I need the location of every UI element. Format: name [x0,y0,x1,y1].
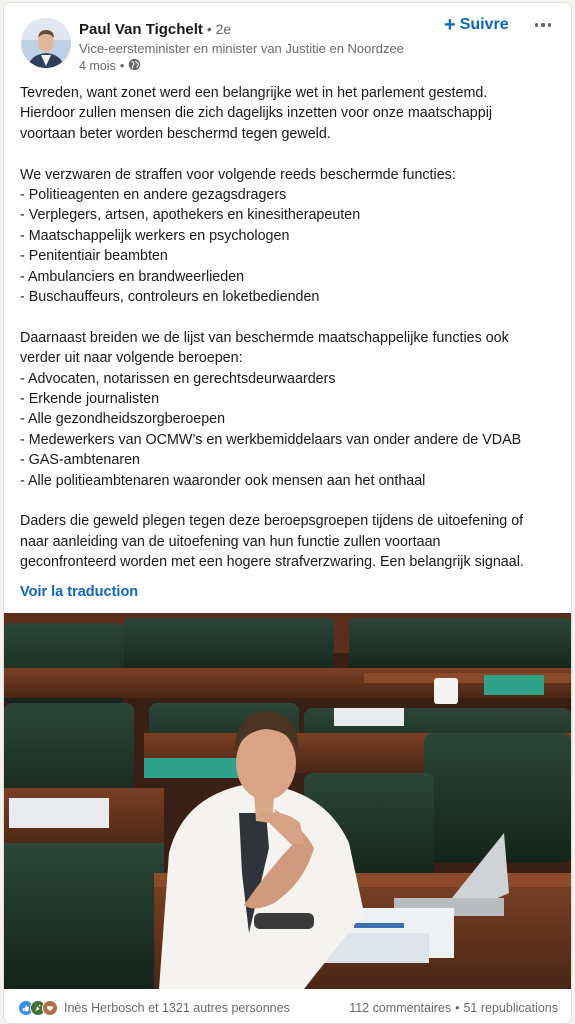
post-card [3,2,572,1024]
engagement-counts [349,1001,558,1015]
follow-label: Suivre [459,16,509,33]
author-name[interactable] [79,21,231,38]
reactions-text[interactable]: Inès Herbosch et 1321 autres personnes [64,1001,290,1015]
post-line: - Erkende journalisten [20,391,160,408]
post-line: Hierdoor zullen mensen die zich dagelijks inzetten voor onze maatschappij [20,105,493,122]
post-time: 4 mois [79,59,116,73]
more-options-button[interactable] [532,15,554,35]
post-line: - Verplegers, artsen, apothekers en kinesitherapeuten [20,207,361,224]
globe-icon [128,58,141,74]
counts-separator: • [455,1001,460,1015]
post-line: - Alle politieambtenaren waaronder ook mensen aan het onthaal [20,472,426,489]
more-dot [535,23,538,26]
post-line: - Buschauffeurs, controleurs en loketbedienden [20,289,320,306]
reposts-count[interactable]: 51 republications [463,1001,558,1015]
post-line: voortaan beter worden beschermd tegen geweld. [20,125,331,142]
post-line: - Ambulanciers en brandweerlieden [20,268,245,285]
post-text [20,83,560,573]
follow-button[interactable] [444,16,509,34]
post-line: geconfronteerd worden met een hogere strafverzwaring. Een belangrijk signaal. [20,554,524,571]
post-line: Tevreden, want zonet werd een belangrijke wet in het parlement gestemd. [20,85,488,101]
author-name-text[interactable]: Paul Van Tigchelt [79,21,203,38]
see-translation-link[interactable]: Voir la traduction [20,584,139,600]
author-headline: Vice-eersteminister en minister van Justitie en Noordzee [79,41,404,56]
post-line: naar aanleiding van de uitoefening van hun functie zullen voortaan [20,533,441,550]
meta-separator: • [119,59,125,73]
comments-count[interactable]: 112 commentaires [349,1001,452,1015]
post-line: verder uit naar volgende beroepen: [20,350,243,367]
social-counts [18,1000,558,1016]
more-dot [548,23,551,26]
reaction-icons[interactable] [18,1000,58,1016]
post-image[interactable] [4,613,571,989]
post-line: Daarnaast breiden we de lijst van beschermde maatschappelijke functies ook [20,329,509,346]
post-line: - Politieagenten en andere gezagsdragers [20,187,287,204]
post-line: - Alle gezondheidszorgberoepen [20,411,226,428]
more-dot [541,23,544,26]
post-line: - Advocaten, notarissen en gerechtsdeurwaarders [20,370,336,387]
plus-icon: + [444,14,456,36]
author-avatar[interactable] [21,18,71,68]
connection-degree: • 2e [202,21,232,37]
post-line: - Medewerkers van OCMW’s en werkbemiddelaars van onder andere de VDAB [20,431,522,448]
post-line: - Penitentiair beambten [20,248,168,265]
post-line: - GAS-ambtenaren [20,452,140,469]
post-meta [79,58,141,74]
post-line: Daders die geweld plegen tegen deze beroepsgroepen tijdens de uitoefening of [20,513,524,530]
post-line: - Maatschappelijk werkers en psychologen [20,227,290,244]
support-icon [42,1000,58,1016]
post-line: We verzwaren de straffen voor volgende reeds beschermde functies: [20,166,456,183]
